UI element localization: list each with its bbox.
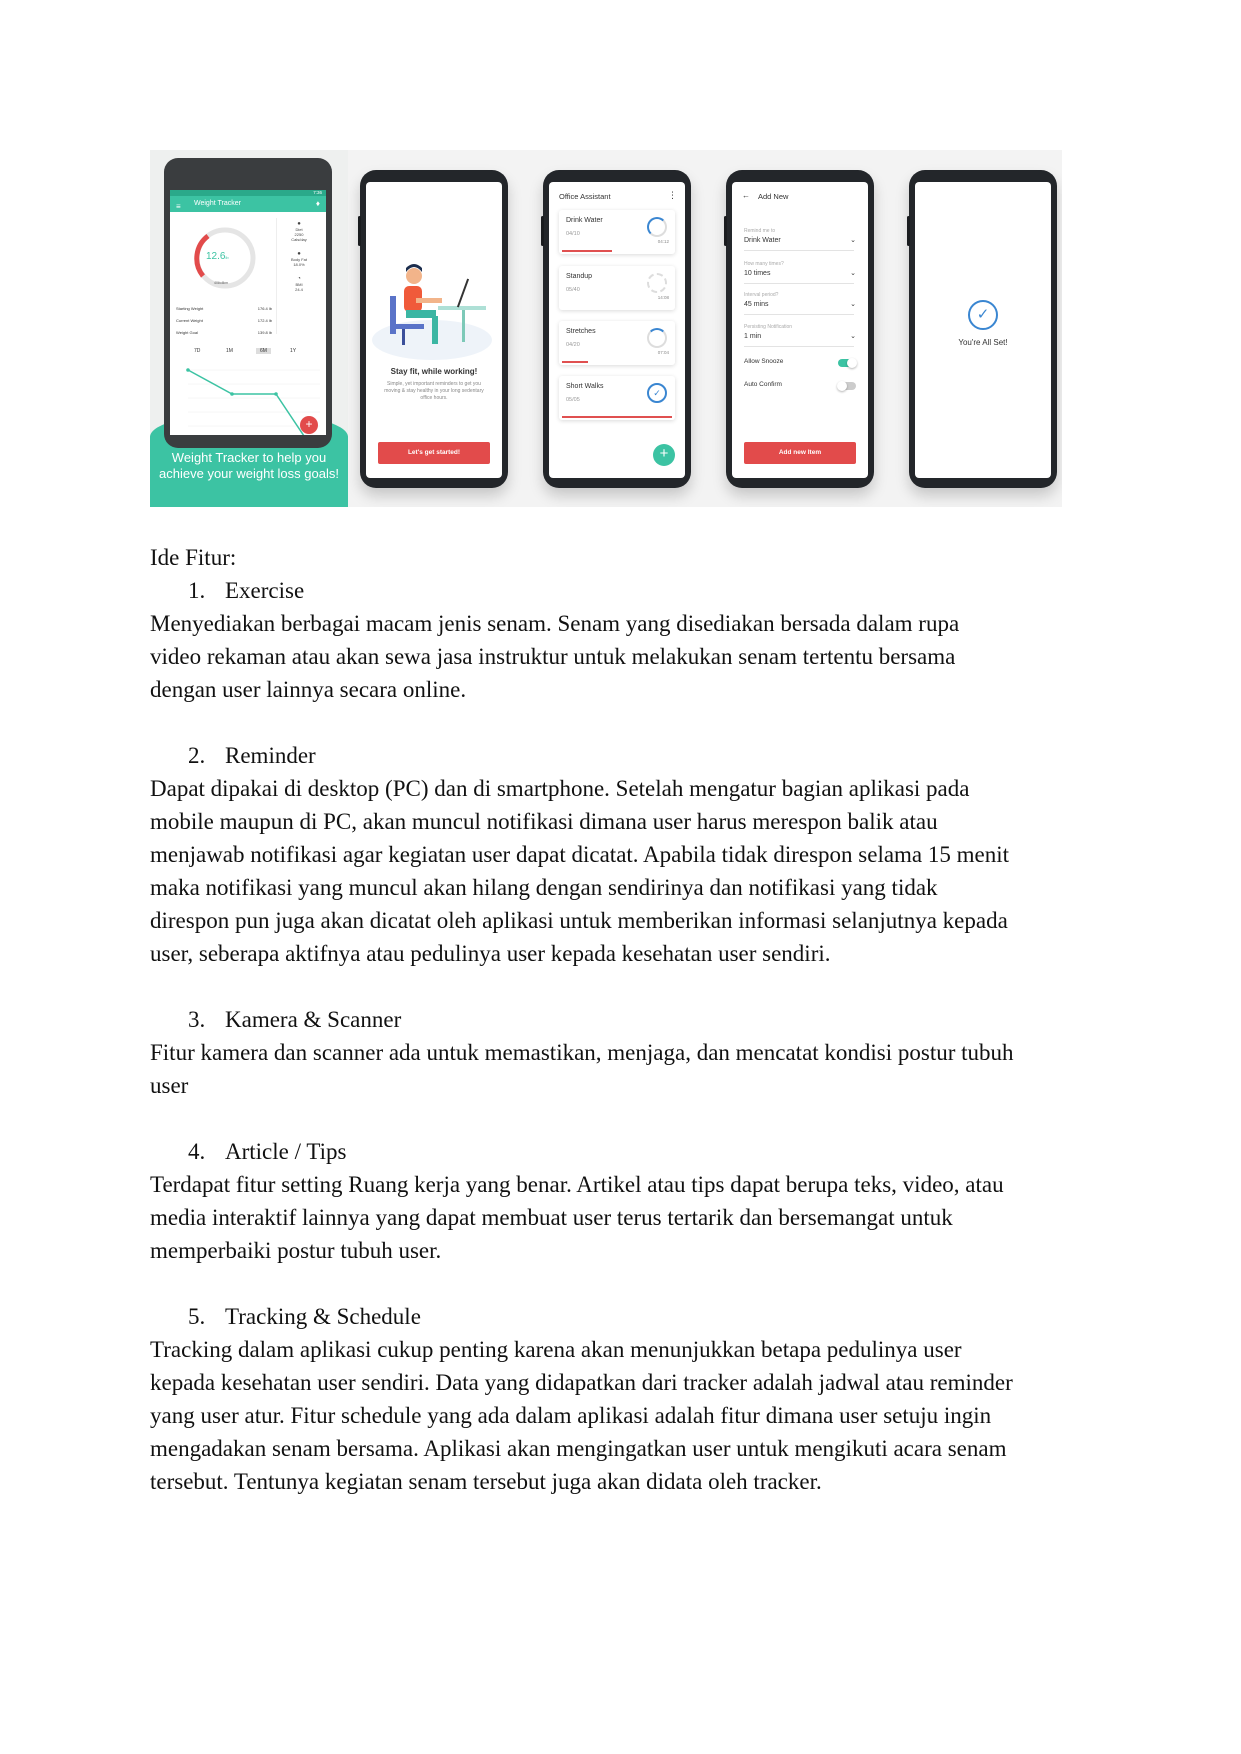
- feature-number: 2.: [188, 743, 206, 768]
- chevron-down-icon[interactable]: ⌄: [850, 237, 856, 244]
- task-date: 04/10: [566, 231, 580, 237]
- task-time: 04:12: [657, 239, 669, 244]
- diet-value: 2250: [294, 232, 304, 237]
- paragraph-line: dengan user lainnya secara online.: [150, 677, 467, 702]
- field-interval-period[interactable]: 45 mins: [744, 301, 769, 308]
- feature-number: 5.: [188, 1304, 206, 1329]
- desk-worker-illustration: [366, 232, 502, 382]
- paragraph-line: maka notifikasi yang muncul akan hilang dengan sendirinya dan notifikasi yang tidak: [150, 875, 938, 900]
- apple-icon: ●: [297, 221, 301, 227]
- weight-sub: 40ibdikm: [214, 281, 229, 285]
- all-set-screen: [915, 182, 1051, 478]
- paragraph-line: Fitur kamera dan scanner ada untuk memastikan, menjaga, dan mencatat kondisi postur tubuh: [150, 1040, 1014, 1065]
- chevron-down-icon[interactable]: ⌄: [850, 270, 856, 277]
- phone-add-new: [726, 170, 874, 488]
- task-progress-bar: [562, 361, 588, 363]
- feature-title: Exercise: [225, 578, 305, 603]
- task-card[interactable]: [559, 321, 675, 365]
- chevron-down-icon[interactable]: ⌄: [850, 301, 856, 308]
- task-progress-bar: [562, 250, 612, 252]
- auto-confirm-toggle[interactable]: [838, 382, 856, 390]
- weight-value: 12.6lb: [206, 251, 229, 262]
- diet-label: Diet: [295, 227, 303, 232]
- weight-tracker-appbar: [170, 196, 326, 212]
- office-assistant-screen: [549, 182, 685, 478]
- paragraph-line: Menyediakan berbagai macam jenis senam. Senam yang disediakan bersada dalam rupa: [150, 611, 960, 636]
- paragraph-line: media interaktif lainnya yang dapat membuat user terus tertarik dan bersemangat untuk: [150, 1205, 953, 1230]
- paragraph-line: video rekaman atau akan sewa jasa instruktur untuk melakukan senam tertentu bersama: [150, 644, 956, 669]
- add-new-screen: [732, 182, 868, 478]
- bodyfat-value: 18.0%: [293, 262, 305, 267]
- field-label: Interval period?: [744, 292, 779, 298]
- stat-row: Weight Goal 139.8 lb: [176, 330, 272, 335]
- bodyfat-label: Body Fat: [290, 257, 307, 262]
- allow-snooze-toggle[interactable]: [838, 359, 856, 367]
- feature-title: Tracking & Schedule: [225, 1304, 421, 1329]
- field-label: Persisting Notification: [744, 324, 793, 330]
- feature-number: 4.: [188, 1139, 206, 1164]
- progress-ring-icon: [647, 273, 667, 293]
- field-underline: [744, 346, 854, 347]
- paragraph-line: yang user atur. Fitur schedule yang ada dalam aplikasi adalah fitur dimana user setuju ingin: [150, 1403, 992, 1428]
- phone-all-set: [909, 170, 1057, 488]
- field-remind-me-to[interactable]: Drink Water: [744, 237, 781, 244]
- paragraph-line: Dapat dipakai di desktop (PC) dan di smartphone. Setelah mengatur bagian aplikasi pada: [150, 776, 970, 801]
- field-underline: [744, 250, 854, 251]
- add-new-item-button[interactable]: Add new Item: [744, 442, 856, 464]
- field-underline: [744, 314, 854, 315]
- tab-6m[interactable]: 6M: [256, 348, 271, 354]
- paragraph-line: direspon pun juga akan dicatat oleh aplikasi untuk memberikan informasi selanjutnya kepada: [150, 908, 1008, 933]
- stat-row: Starting Weight 176.4 lb: [176, 306, 272, 311]
- phone-office-assistant: [543, 170, 691, 488]
- task-card[interactable]: [559, 210, 675, 254]
- task-progress-bar: [562, 416, 672, 418]
- wt-add-fab[interactable]: +: [300, 416, 318, 434]
- weight-gauge: [178, 218, 272, 302]
- paragraph-line: mengadakan senam bersama. Aplikasi akan mengingatkan user untuk mengikuti acara senam: [150, 1436, 1007, 1461]
- bmi-icon: ◔: [297, 276, 301, 282]
- stat-row: Current Weight 172.4 lb: [176, 318, 272, 323]
- paragraph-line: user: [150, 1073, 189, 1098]
- allow-snooze-label: Allow Snooze: [744, 358, 784, 365]
- get-started-button[interactable]: Let's get started!: [378, 442, 490, 464]
- task-card[interactable]: [559, 266, 675, 310]
- check-circle-icon: ✓: [968, 300, 998, 330]
- field-persisting-notification[interactable]: 1 min: [744, 333, 762, 340]
- add-task-fab[interactable]: +: [653, 444, 675, 466]
- feature-number: 1.: [188, 578, 206, 603]
- paragraph-line: kepada kesehatan user sendiri. Data yang didapatkan dari tracker adalah jadwal atau reminder: [150, 1370, 1013, 1395]
- task-name: Stretches: [566, 328, 596, 335]
- tab-1m[interactable]: 1M: [226, 348, 233, 354]
- menu-icon: ≡: [176, 202, 181, 211]
- more-vert-icon[interactable]: ⋮: [668, 190, 677, 200]
- progress-ring-icon: [647, 328, 667, 348]
- welcome-screen: [366, 182, 502, 478]
- back-arrow-icon[interactable]: ←: [742, 191, 750, 200]
- side-button: [907, 216, 910, 246]
- task-date: 05/05: [566, 397, 580, 403]
- weight-tracker-panel: [150, 150, 348, 507]
- side-button: [724, 216, 727, 246]
- app-screens-image: [150, 150, 1062, 507]
- field-label: Remind me to: [744, 228, 776, 234]
- feature-title: Reminder: [225, 743, 316, 768]
- task-date: 05/40: [566, 287, 580, 293]
- side-button: [541, 216, 544, 246]
- tab-1y[interactable]: 1Y: [290, 348, 297, 354]
- status-time: 7:36: [313, 190, 322, 195]
- feature-title: Article / Tips: [225, 1139, 347, 1164]
- welcome-body: Simple, yet important reminders to get you moving & stay healthy in your long sedentary office hours.: [384, 381, 484, 401]
- field-label: How many times?: [744, 261, 784, 267]
- document-heading: Ide Fitur:: [150, 545, 237, 570]
- field-underline: [744, 283, 854, 284]
- side-stats: [276, 218, 321, 334]
- paragraph-line: memperbaiki postur tubuh user.: [150, 1238, 442, 1263]
- trophy-icon: ♦: [315, 199, 320, 208]
- body-icon: ●: [297, 251, 301, 257]
- weight-tracker-screen: [170, 190, 326, 435]
- task-card[interactable]: [559, 376, 675, 420]
- bmi-label: BMI: [295, 282, 303, 287]
- task-name: Standup: [566, 273, 593, 280]
- feature-number: 3.: [188, 1007, 206, 1032]
- weight-tracker-title: Weight Tracker: [194, 200, 241, 207]
- auto-confirm-label: Auto Confirm: [744, 381, 782, 388]
- all-set-message: You're All Set!: [958, 338, 1008, 347]
- field-how-many-times[interactable]: 10 times: [744, 270, 771, 277]
- task-time: 14:08: [657, 295, 669, 300]
- task-date: 04/20: [566, 342, 580, 348]
- paragraph-line: tersebut. Tentunya kegiatan senam tersebut juga akan didata oleh tracker.: [150, 1469, 822, 1494]
- welcome-headline: Stay fit, while working!: [390, 367, 478, 376]
- task-name: Short Walks: [566, 383, 604, 390]
- diet-unit: Cals/day: [291, 237, 307, 242]
- add-new-title: Add New: [758, 192, 789, 201]
- paragraph-line: mobile maupun di PC, akan muncul notifikasi dimana user harus merespon balik atau: [150, 809, 938, 834]
- phone-welcome: [360, 170, 508, 488]
- chevron-down-icon[interactable]: ⌄: [850, 333, 856, 340]
- paragraph-line: user, seberapa aktifnya atau pedulinya user kepada kesehatan user sendiri.: [150, 941, 831, 966]
- feature-title: Kamera & Scanner: [225, 1007, 402, 1032]
- task-time: 07:04: [657, 350, 669, 355]
- weight-tracker-tagline: Weight Tracker to help you achieve your weight loss goals!: [159, 450, 339, 481]
- tab-7d[interactable]: 7D: [194, 348, 201, 354]
- weight-stats: [176, 303, 272, 339]
- check-circle-icon: ✓: [647, 383, 667, 403]
- bmi-value: 24.4: [295, 287, 303, 292]
- office-assistant-title: Office Assistant: [559, 192, 611, 201]
- task-name: Drink Water: [566, 217, 603, 224]
- paragraph-line: menjawab notifikasi agar kegiatan user dapat dicatat. Apabila tidak direspon selama 15 menit: [150, 842, 1010, 867]
- paragraph-line: Terdapat fitur setting Ruang kerja yang benar. Artikel atau tips dapat berupa teks, video, atau: [150, 1172, 1004, 1197]
- side-button: [358, 216, 361, 246]
- paragraph-line: Tracking dalam aplikasi cukup penting karena akan menunjukkan betapa pedulinya user: [150, 1337, 962, 1362]
- progress-ring-icon: [647, 217, 667, 237]
